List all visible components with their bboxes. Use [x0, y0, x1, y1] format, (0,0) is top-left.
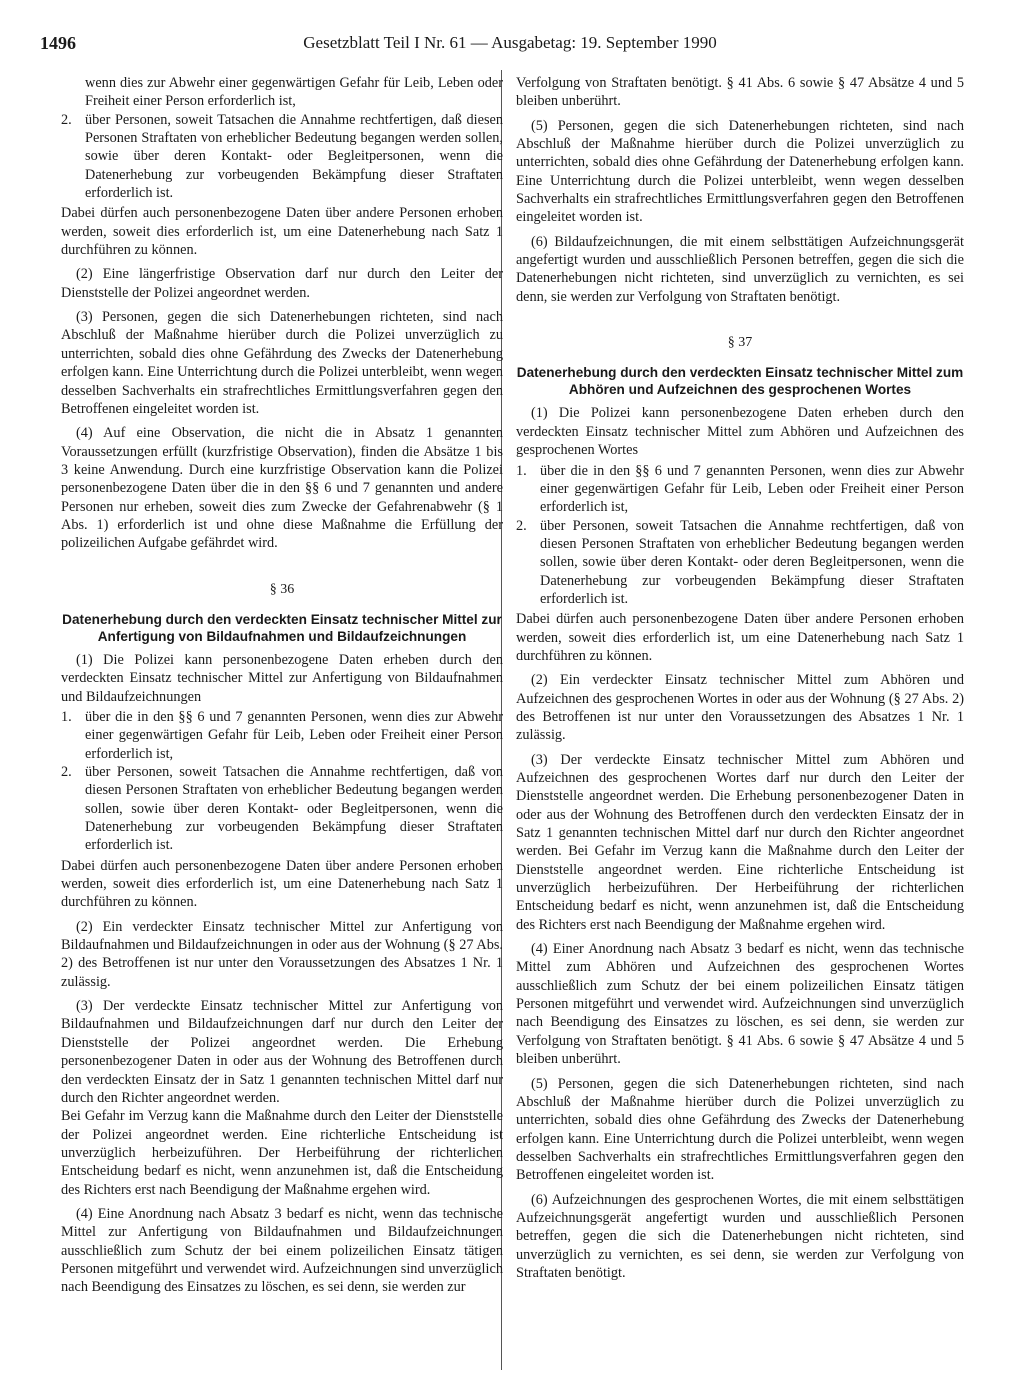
list-item-number: 2. — [61, 111, 72, 128]
gazette-title: Gesetzblatt Teil I Nr. 61 — Ausgabetag: 19. September 1990 — [303, 33, 717, 52]
list-item-number: 1. — [516, 462, 527, 479]
list-item-number: 2. — [516, 517, 527, 534]
list-item — [61, 708, 503, 763]
paragraph: Dabei dürfen auch personenbezogene Daten über andere Personen erhoben werden, soweit dies erforderlich ist, um eine Datenerhebung nach Satz 1 durchführen zu können. — [516, 611, 964, 664]
list-item-text: über die in den §§ 6 und 7 genannten Personen, wenn dies zur Abwehr einer gegenwärtigen Gefahr für Leib, Leben oder Freiheit einer Person erforderlich ist, — [85, 708, 503, 762]
section-title: Datenerhebung durch den verdeckten Einsatz technischer Mittel zur Anfertigung von Bildaufnahmen und Bildaufzeichnungen — [62, 611, 502, 644]
list-item-text: über Personen, soweit Tatsachen die Annahme rechtfertigen, daß von diesen Personen Straftaten von erheblicher Bedeutung begangen werden sollen, sowie über deren Kontakt- oder deren Begleitpersonen, wenn die Datenerhebung zur vorbeugenden Bekämpfung dieser Straftaten erforderlich ist. — [540, 517, 964, 607]
section-number: § 36 — [269, 581, 295, 597]
paragraph: Verfolgung von Straftaten benötigt. § 41 Abs. 6 sowie § 47 Absätze 4 und 5 bleiben unberührt. — [516, 75, 964, 110]
list-item — [61, 763, 503, 855]
list-item-text: über Personen, soweit Tatsachen die Annahme rechtfertigen, daß diesen Personen Straftaten von erheblicher Bedeutung begangen werden sollen, sowie über deren Kontakt- oder Begleitpersonen, wenn die Datenerhebung zur vorbeugenden Bekämpfung dieser Straftaten erforderlich ist. — [85, 111, 503, 202]
page-header — [40, 33, 980, 59]
paragraph: (1) Die Polizei kann personenbezogene Daten erheben durch den verdeckten Einsatz technischer Mittel zur Anfertigung von Bildaufnahmen und Bildaufzeichnungen — [61, 651, 503, 705]
paragraph: (2) Eine längerfristige Observation darf nur durch den Leiter der Dienststelle der Polizei angeordnet werden. — [61, 266, 503, 301]
paragraph: (4) Eine Anordnung nach Absatz 3 bedarf es nicht, wenn das technische Mittel zur Anfertigung von Bildaufnahmen und Bildaufzeichnungen ausschließlich zum Schutz der bei einem polizeilichen Einsatz tätigen Personen mitgeführt und verwendet wird. Aufzeichnungen sind unverzüglich nach Beendigung des Einsatzes zu löschen, es sei denn, sie werden zur — [61, 1205, 503, 1296]
left-column — [61, 74, 503, 1303]
paragraph: (2) Ein verdeckter Einsatz technischer Mittel zum Abhören und Aufzeichnen des gesprochenen Wortes in oder aus der Wohnung (§ 27 Abs. 2) des Betroffenen ist nur unter den Voraussetzungen des Absatzes 1 Nr. 1 zulässig. — [516, 672, 964, 744]
list-item-number: 1. — [61, 708, 72, 725]
paragraph: (3) Personen, gegen die sich Datenerhebungen richteten, sind nach Abschluß der Maßnahme hierüber durch die Polizei unverzüglich zu unterrichten, sobald dies ohne Gefährdung des Zwecks der Datenerhebung erfolgen kann. Eine Unterrichtung durch die Polizei unterbleibt, wenn wegen desselben Sachverhalts ein strafrechtliches Ermittlungsverfahren gegen den Betroffenen eingeleitet worden ist. — [61, 309, 503, 417]
paragraph: (3) Der verdeckte Einsatz technischer Mittel zum Abhören und Aufzeichnen des gesprochenen Wortes darf nur durch den Leiter der Dienststelle angeordnet werden. Die Erhebung personenbezogener Daten in oder aus der Wohnung des Betroffenen durch den verdeckten Einsatz der in Satz 1 genannten technischen Mittel darf nur durch den Richter angeordnet werden. Bei Gefahr im Verzug kann die Maßnahme durch den Leiter der Dienststelle angeordnet werden. Eine richterliche Entscheidung ist unverzüglich herbeizuführen. Der Herbeiführung der richterlichen Entscheidung bedarf es nicht, wenn anzunehmen ist, daß die Entscheidung des Richters erst nach Beendigung der Maßnahme ergehen wird. — [516, 751, 964, 933]
paragraph: (5) Personen, gegen die sich Datenerhebungen richteten, sind nach Abschluß der Maßnahme hierüber durch die Polizei unverzüglich zu unterrichten, sobald dies ohne Gefährdung der Datenerhebung erfolgen kann. Eine Unterrichtung durch die Polizei unterbleibt, wenn wegen desselben Sachverhalts ein strafrechtliches Ermittlungsverfahren gegen den Betroffenen eingeleitet worden ist. — [516, 117, 964, 226]
paragraph: (6) Aufzeichnungen des gesprochenen Wortes, die mit einem selbsttätigen Aufzeichnungsgerät angefertigt wurden und ausschließlich Personen betreffen, gegen die sich die Datenerhebungen nicht richteten, sind unverzüglich zu vernichten, es sei denn, sie werden zur Verfolgung von Straftaten benötigt. — [516, 1191, 964, 1281]
list-item-continuation — [61, 74, 503, 111]
paragraph: Dabei dürfen auch personenbezogene Daten über andere Personen erhoben werden, soweit dies erforderlich ist, um eine Datenerhebung nach Satz 1 durchführen zu können. — [61, 857, 503, 911]
page-number: 1496 — [40, 33, 76, 53]
list-item — [516, 462, 964, 517]
list-item — [516, 517, 964, 609]
paragraph: (4) Einer Anordnung nach Absatz 3 bedarf es nicht, wenn das technische Mittel zum Abhören und Aufzeichnen des gesprochenen Wortes ausschließlich zum Schutz der bei einem polizeilichen Einsatz tätigen Personen mitgeführt und verwendet wird. Aufzeichnungen sind unverzüglich nach Beendigung des Einsatzes zu löschen, es sei denn, sie werden zur Verfolgung von Straftaten benötigt. § 41 Abs. 6 sowie § 47 Absätze 4 und 5 bleiben unberührt. — [516, 941, 964, 1068]
paragraph: Dabei dürfen auch personenbezogene Daten über andere Personen erhoben werden, soweit dies erforderlich ist, um eine Datenerhebung nach Satz 1 durchführen zu können. — [61, 205, 503, 259]
paragraph: (3) Der verdeckte Einsatz technischer Mittel zur Anfertigung von Bildaufnahmen und Bildaufzeichnungen darf nur durch den Leiter der Dienststelle der Polizei angeordnet werden. Die Erhebung personenbezogener Daten in oder aus der Wohnung des Betroffenen durch den verdeckten Einsatz der in Satz 1 genannten technischen Mittel darf nur durch den Richter angeordnet werden. — [61, 998, 503, 1106]
paragraph: (6) Bildaufzeichnungen, die mit einem selbsttätigen Aufzeichnungsgerät angefertigt wurden und ausschließlich Personen betreffen, gegen die sich die Datenerhebungen nicht richteten, sind unverzüglich zu vernichten, es sei denn, sie werden zur Verfolgung von Straftaten benötigt. — [516, 233, 964, 305]
list-item-text: wenn dies zur Abwehr einer gegenwärtigen Gefahr für Leib, Leben oder Freiheit einer Person erforderlich ist, — [85, 75, 503, 110]
list-item-text: über Personen, soweit Tatsachen die Annahme rechtfertigen, daß von diesen Personen Straftaten von erheblicher Bedeutung begangen werden sollen, sowie über deren Kontakt- oder Begleitpersonen, wenn die Datenerhebung zur vorbeugenden Bekämpfung dieser Straftaten erforderlich ist. — [85, 764, 503, 854]
paragraph: (1) Die Polizei kann personenbezogene Daten erheben durch den verdeckten Einsatz technischer Mittel zum Abhören und Aufzeichnen des gesprochenen Wortes — [516, 405, 964, 459]
list-item-number: 2. — [61, 764, 72, 780]
paragraph: Bei Gefahr im Verzug kann die Maßnahme durch den Leiter der Dienststelle der Polizei angeordnet werden. Eine richterliche Entscheidung ist unverzüglich herbeizuführen. Der Herbeiführung der richterlichen Entscheidung bedarf es nicht, wenn anzunehmen ist, daß die Entscheidung des Richters erst nach Beendigung der Maßnahme ergehen wird. — [61, 1108, 503, 1198]
section-title: Datenerhebung durch den verdeckten Einsatz technischer Mittel zum Abhören und Aufzeichnen des gesprochenen Wortes — [516, 365, 964, 398]
section-number: § 37 — [727, 335, 753, 351]
paragraph: (2) Ein verdeckter Einsatz technischer Mittel zur Anfertigung von Bildaufnahmen und Bildaufzeichnungen in oder aus der Wohnung (§ 27 Abs. 2) des Betroffenen ist nur unter den Voraussetzungen des Absatzes 1 Nr. 1 zulässig. — [61, 918, 503, 990]
right-column — [516, 74, 964, 1288]
list-item-text: über die in den §§ 6 und 7 genannten Personen, wenn dies zur Abwehr einer gegenwärtigen Gefahr für Leib, Leben oder Freiheit einer Person erforderlich ist, — [540, 462, 964, 516]
paragraph: (4) Auf eine Observation, die nicht die in Absatz 1 genannten Voraussetzungen erfüllt (kurzfristige Observation), finden die Absätze 1 bis 3 keine Anwendung. Durch eine kurzfristige Observation kann die Polizei personenbezogene Daten über die in den §§ 6 und 7 genannten und andere Personen nur erheben, soweit dies zum Zwecke der Gefahrenabwehr (§ 1 Abs. 1) erforderlich ist und ohne diese Maßnahme die Erfüllung der polizeilichen Aufgabe gefährdet wird. — [61, 425, 503, 552]
list-item — [61, 111, 503, 203]
paragraph: (5) Personen, gegen die sich Datenerhebungen richteten, sind nach Abschluß der Maßnahme hierüber durch die Polizei unverzüglich zu unterrichten, sobald dies ohne Gefährdung des Zwecks der Datenerhebung erfolgen kann. Eine Unterrichtung durch die Polizei unterbleibt, wenn wegen desselben Sachverhalts ein strafrechtliches Ermittlungsverfahren gegen den Betroffenen eingeleitet worden ist. — [516, 1075, 964, 1184]
